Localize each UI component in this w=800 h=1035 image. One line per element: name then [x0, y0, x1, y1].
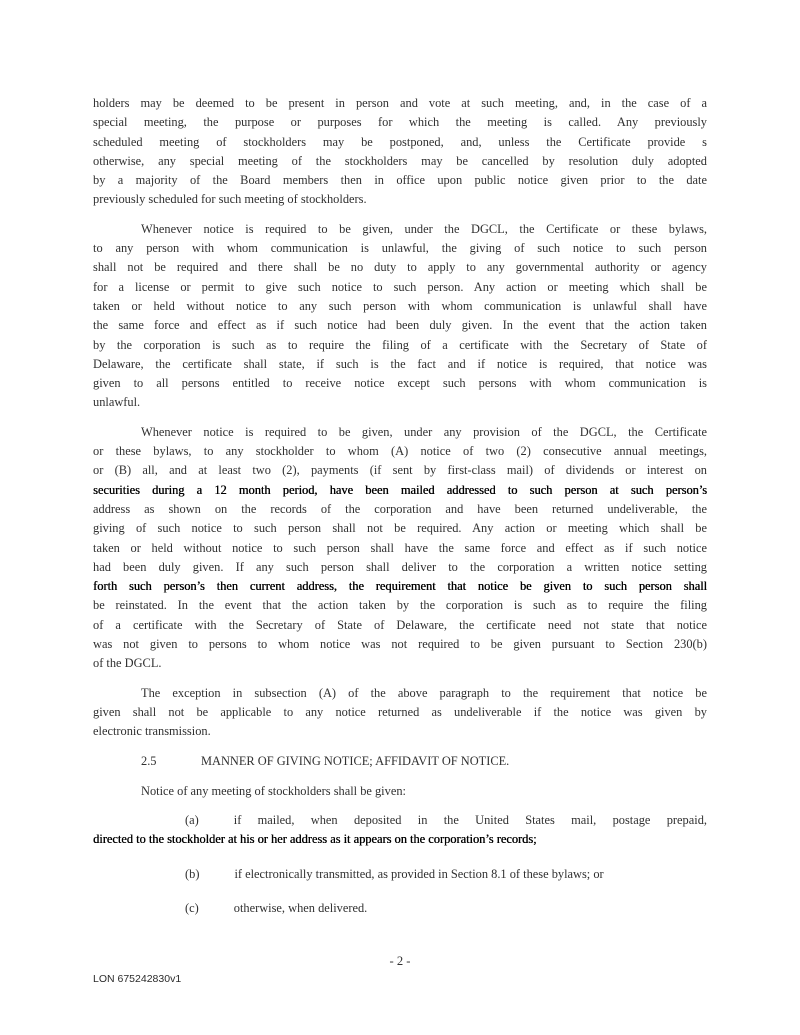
text-line: be reinstated. In the event that the action taken by the corporation is such as to require the filing: [93, 598, 707, 613]
text-line: [93, 865, 707, 884]
text-line: given to all persons entitled to receive notice except such persons with whom communication is: [93, 376, 707, 391]
list-item: [93, 811, 707, 850]
list-item-text: if electronically transmitted, as provided in Section 8.1 of these bylaws; or: [234, 866, 604, 881]
list-item-text: if mailed, when deposited in the United States mail, postage prepaid,: [233, 813, 707, 828]
text-line: the same force and effect as if such notice had been duly given. In the event that the action taken: [93, 318, 707, 333]
paragraph: [93, 782, 707, 801]
section-number: 2.5: [141, 753, 157, 768]
text-line: forth such person’s then current address, the requirement that notice be given to such person shall: [93, 579, 707, 594]
text-line: for a license or permit to give such notice to such person. Any action or meeting which shall be: [93, 279, 707, 294]
section-title: MANNER OF GIVING NOTICE; AFFIDAVIT OF NOTICE.: [201, 753, 510, 768]
text-line: holders may be deemed to be present in person and vote at such meeting, and, in the case of a: [93, 96, 707, 110]
text-line: shall not be required and there shall be no duty to apply to any governmental authority or agency: [93, 260, 707, 275]
paragraph: [93, 684, 707, 742]
text-line: unlawful.: [93, 395, 141, 410]
list-item: [93, 865, 707, 884]
text-line: taken or held without notice to such person shall have the same force and effect as if such notice: [93, 540, 707, 555]
text-line: or (B) all, and at least two (2), payments (if sent by first-class mail) of dividends or interest on: [93, 463, 707, 478]
text-line: to any person with whom communication is unlawful, the giving of such notice to such person: [93, 241, 707, 256]
list-item: [93, 899, 707, 918]
section-heading-line: [93, 752, 707, 771]
text-line: address as shown on the records of the corporation and have been returned undeliverable, the: [93, 501, 707, 516]
text-line: scheduled meeting of stockholders may be postponed, and, unless the Certificate provide s: [93, 134, 707, 149]
text-line: [93, 899, 707, 918]
list-item-label: (b): [185, 866, 200, 881]
text-line: previously scheduled for such meeting of stockholders.: [93, 192, 367, 207]
text-line: of a certificate with the Secretary of State of Delaware, the certificate need not state that notice: [93, 617, 707, 632]
text-line: by the corporation is such as to require the filing of a certificate with the Secretary of State of: [93, 337, 707, 352]
list-item-label: (a): [185, 813, 199, 828]
text-line: giving of such notice to such person shall not be required. Any action or meeting which shall be: [93, 521, 707, 536]
text-line: given shall not be applicable to any notice returned as undeliverable if the notice was given by: [93, 704, 707, 719]
text-line: special meeting, the purpose or purposes for which the meeting is called. Any previously: [93, 115, 707, 130]
text-line: [93, 811, 707, 830]
text-line: Delaware, the certificate shall state, if such is the fact and if notice is required, that notice was: [93, 356, 707, 371]
document-id-footer: LON 675242830v1: [93, 973, 182, 985]
text-line: or these bylaws, to any stockholder to whom (A) notice of two (2) consecutive annual meetings,: [93, 444, 707, 459]
document-body: [93, 94, 707, 933]
section-heading: [93, 752, 707, 771]
list-item-label: (c): [185, 900, 199, 915]
text-line: of the DGCL.: [93, 656, 162, 671]
text-line: directed to the stockholder at his or her address as it appears on the corporation’s records;: [93, 832, 537, 847]
text-line: had been duly given. If any such person shall deliver to the corporation a written notice setting: [93, 559, 707, 574]
text-line: taken or held without notice to any such person with whom communication is unlawful shall have: [93, 298, 707, 313]
text-line: The exception in subsection (A) of the above paragraph to the requirement that notice be: [141, 685, 707, 700]
text-line: Whenever notice is required to be given, under the DGCL, the Certificate or these bylaws,: [141, 221, 707, 236]
paragraph: [93, 94, 707, 210]
text-line: Whenever notice is required to be given, under any provision of the DGCL, the Certificate: [141, 424, 707, 439]
text-line: electronic transmission.: [93, 724, 211, 739]
text-line: by a majority of the Board members then in office upon public notice given prior to the date: [93, 173, 707, 188]
text-line: otherwise, any special meeting of the stockholders may be cancelled by resolution duly adopted: [93, 153, 707, 168]
list-item-text: otherwise, when delivered.: [233, 900, 368, 915]
text-line: securities during a 12 month period, have been mailed addressed to such person at such person’s: [93, 482, 707, 497]
paragraph: [93, 423, 707, 674]
page-number: - 2 -: [389, 954, 411, 968]
paragraph: [93, 220, 707, 413]
text-line: Notice of any meeting of stockholders shall be given:: [141, 783, 406, 798]
text-line: was not given to persons to whom notice was not required to be given pursuant to Section 230(b): [93, 637, 707, 652]
